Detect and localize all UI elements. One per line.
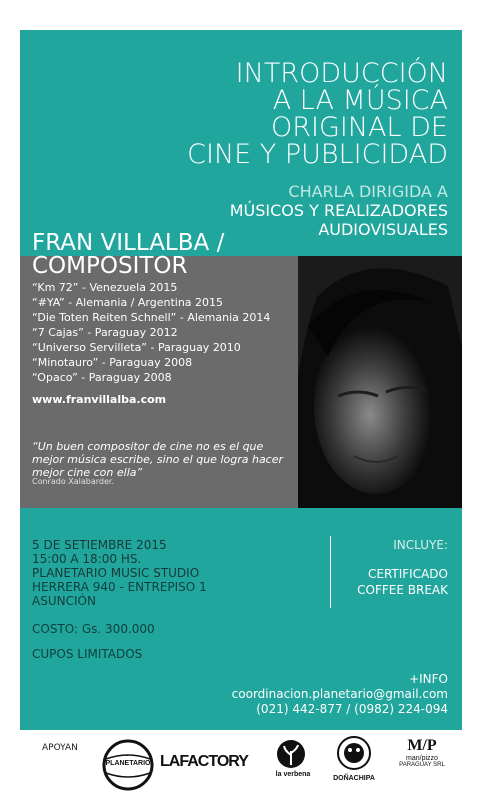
contact-info [232, 672, 448, 717]
contact-email[interactable]: coordinacion.planetario@gmail.com [231, 687, 448, 701]
mp-subtitle-2: PARAGUAY SRL [399, 762, 445, 768]
list-item: “#YA” - Alemania / Argentina 2015 [32, 296, 224, 309]
includes-list [357, 566, 448, 598]
mp-subtitle: man/pizzo [406, 755, 438, 762]
info-label: +INFO [409, 672, 448, 686]
verbena-icon [276, 739, 306, 769]
subtitle-line-3: AUDIOVISUALES [318, 220, 448, 239]
mp-wordmark: M/P [407, 737, 437, 754]
list-item: “Universo Servilleta” - Paraguay 2010 [32, 341, 241, 354]
event-address: HERRERA 940 - ENTREPISO 1 [32, 580, 207, 594]
lafactory-logo: LAFACTORY [160, 753, 248, 770]
list-item: “Minotauro” - Paraguay 2008 [32, 356, 193, 369]
event-date: 5 DE SETIEMBRE 2015 [32, 538, 167, 552]
event-capacity: CUPOS LIMITADOS [32, 647, 143, 661]
event-city: ASUNCIÓN [32, 594, 96, 608]
list-item: “Opaco” - Paraguay 2008 [32, 371, 172, 384]
event-subtitle [230, 182, 448, 239]
filmography-list [32, 280, 270, 385]
composer-name: FRAN VILLALBA / [32, 230, 225, 256]
event-cost: COSTO: Gs. 300.000 [32, 622, 155, 636]
verbena-wordmark: la verbena [275, 771, 311, 778]
donachipa-wordmark: DOÑACHIPA [333, 775, 375, 782]
list-item: “Die Toten Reiten Schnell” - Alemania 2014 [32, 311, 271, 324]
title-line-2: A LA MÚSICA [272, 85, 448, 116]
event-title [187, 60, 448, 168]
manpizzo-logo [392, 737, 452, 797]
donachipa-icon [336, 735, 372, 771]
event-venue: PLANETARIO MUSIC STUDIO [32, 566, 200, 580]
quote-text: “Un buen compositor de cine no es el que mejor música escribe, sino el que logra hacer mejor cine con ella” [32, 440, 284, 479]
divider [330, 536, 331, 608]
subtitle-line-2: MÚSICOS Y REALIZADORES [229, 201, 448, 220]
quote-author: Conrado Xalabarder. [32, 477, 114, 486]
list-item: COFFEE BREAK [357, 583, 448, 597]
list-item: “7 Cajas” - Paraguay 2012 [32, 326, 178, 339]
contact-phones[interactable]: (021) 442-877 / (0982) 224-094 [256, 702, 448, 716]
poster [20, 30, 462, 730]
list-item: CERTIFICADO [367, 567, 448, 581]
includes-heading: INCLUYE: [393, 538, 448, 552]
list-item: “Km 72” - Venezuela 2015 [32, 281, 178, 294]
portrait-image [298, 256, 462, 508]
composer-role: COMPOSITOR [32, 253, 188, 279]
subtitle-line-1: CHARLA DIRIGIDA A [288, 182, 448, 201]
sponsors-bar [0, 733, 480, 800]
event-time: 15:00 A 18:00 HS. [32, 552, 142, 566]
sponsors-label: APOYAN [42, 743, 78, 753]
event-details [32, 538, 207, 608]
title-line-4: CINE Y PUBLICIDAD [187, 139, 448, 170]
title-line-1: INTRODUCCIÓN [235, 58, 448, 89]
verbena-logo [268, 737, 318, 797]
planetario-wordmark: PLANETARIO [105, 760, 151, 767]
composer-photo [298, 256, 462, 508]
title-line-3: ORIGINAL DE [270, 112, 448, 143]
website-link[interactable]: www.franvillalba.com [32, 393, 167, 406]
donachipa-logo [326, 735, 382, 797]
composer-heading [32, 232, 224, 278]
planetario-logo [100, 737, 156, 793]
